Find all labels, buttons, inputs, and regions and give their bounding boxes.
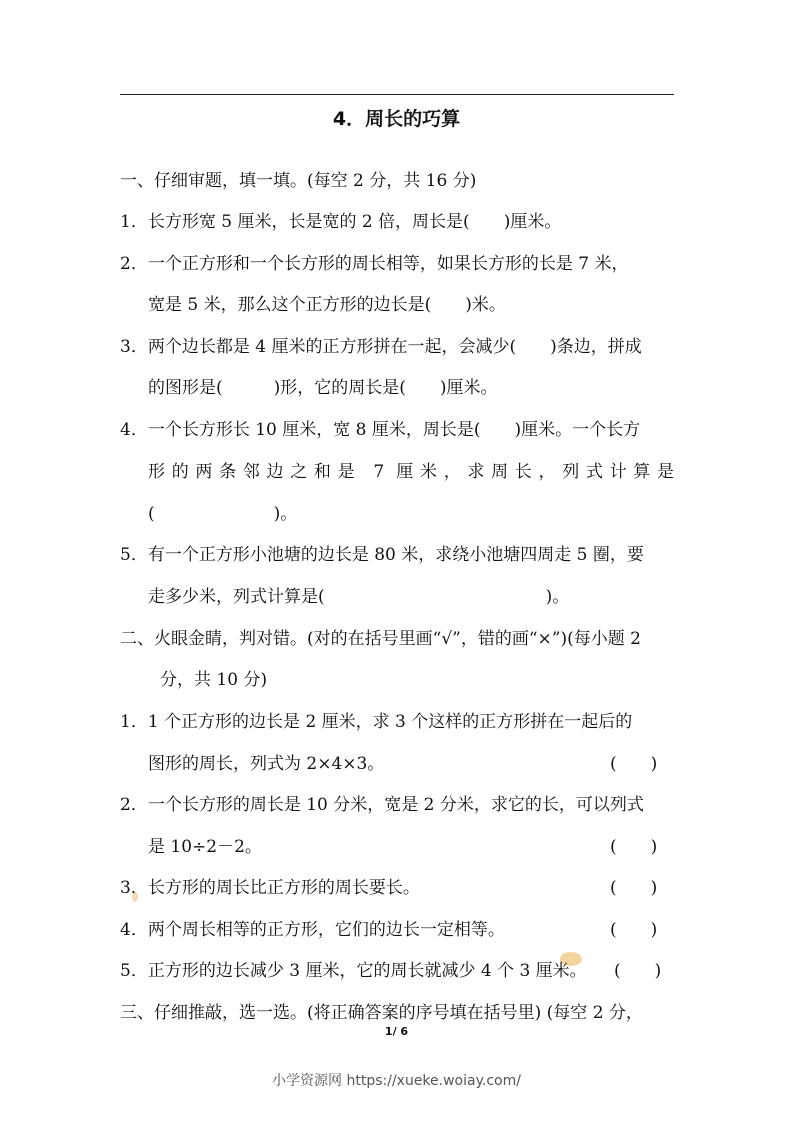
s1-question-5-line1: 5．有一个正方形小池塘的边长是 80 米，求绕小池塘四周走 5 圈，要 xyxy=(120,545,644,565)
s2-answer-paren-1: ( ) xyxy=(610,754,658,774)
section3-heading: 三、仔细推敲，选一选。(将正确答案的序号填在括号里) (每空 2 分， xyxy=(120,1003,643,1023)
s2-question-4: 4．两个周长相等的正方形，它们的边长一定相等。 xyxy=(120,920,505,940)
footer-watermark: 小学资源网 https://xueke.woiay.com/ xyxy=(272,1073,521,1089)
s2-question-1-line2: 图形的周长，列式为 2×4×3。 xyxy=(148,754,385,774)
section2-heading-line1: 二、火眼金睛，判对错。(对的在括号里画“√”，错的画“×”)(每小题 2 xyxy=(120,629,641,649)
s1-question-3-line2: 的图形是( )形，它的周长是( )厘米。 xyxy=(148,378,498,398)
s1-question-4-line1: 4．一个长方形长 10 厘米，宽 8 厘米，周长是( )厘米。一个长方 xyxy=(120,420,641,440)
s2-question-1-line1: 1．1 个正方形的边长是 2 厘米，求 3 个这样的正方形拼在一起后的 xyxy=(120,712,633,732)
s1-question-2-line2: 宽是 5 米，那么这个正方形的边长是( )米。 xyxy=(148,295,506,315)
page-number: 1/ 6 xyxy=(384,1025,409,1038)
s2-answer-paren-2: ( ) xyxy=(610,837,658,857)
s1-question-4-line2: 形的两条邻边之和是 7 厘米，求周长，列式计算是 xyxy=(148,462,674,482)
s1-question-2-line1: 2．一个正方形和一个长方形的周长相等，如果长方形的长是 7 米， xyxy=(120,254,629,274)
s2-answer-paren-5: ( ) xyxy=(614,961,662,981)
section2-heading-line2: 分，共 10 分) xyxy=(160,670,268,690)
s2-answer-paren-3: ( ) xyxy=(610,878,658,898)
s2-question-2-line1: 2．一个长方形的周长是 10 分米，宽是 2 分米，求它的长，可以列式 xyxy=(120,795,644,815)
s2-question-2-line2: 是 10÷2－2。 xyxy=(148,837,262,857)
scan-smudge-small xyxy=(132,892,138,902)
s2-answer-paren-4: ( ) xyxy=(610,920,658,940)
s2-question-3: 3．长方形的周长比正方形的周长要长。 xyxy=(120,878,420,898)
scan-smudge xyxy=(560,952,582,966)
s1-question-5-line2: 走多少米，列式计算是( )。 xyxy=(148,587,570,607)
header-rule xyxy=(120,94,674,95)
s1-question-3-line1: 3．两个边长都是 4 厘米的正方形拼在一起，会减少( )条边，拼成 xyxy=(120,337,642,357)
s1-question-1: 1．长方形宽 5 厘米，长是宽的 2 倍，周长是( )厘米。 xyxy=(120,212,562,232)
page-title: 4．周长的巧算 xyxy=(332,108,461,130)
section1-heading: 一、仔细审题，填一填。(每空 2 分，共 16 分) xyxy=(120,171,477,191)
s1-question-4-line3: ( )。 xyxy=(148,504,298,524)
s2-question-5: 5．正方形的边长减少 3 厘米，它的周长就减少 4 个 3 厘米。 xyxy=(120,961,587,981)
